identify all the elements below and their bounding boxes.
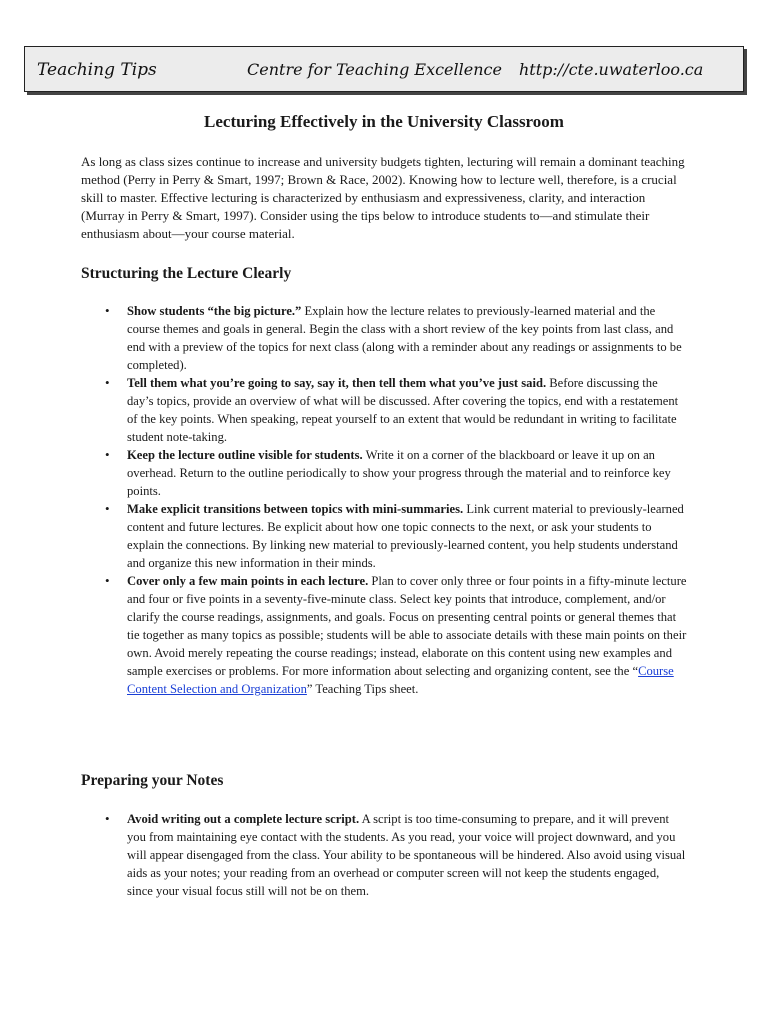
item-bold-lead: Avoid writing out a complete lecture script.	[127, 812, 360, 826]
structuring-bullet-list	[81, 302, 687, 698]
bullet-icon: •	[105, 573, 110, 588]
list-item	[81, 500, 687, 572]
item-bold-lead: Make explicit transitions between topics with mini-summaries.	[127, 502, 464, 516]
bullet-icon: •	[105, 501, 110, 516]
item-bold-lead: Tell them what you’re going to say, say it, then tell them what you’ve just said.	[127, 376, 547, 390]
header-centre-name: Centre for Teaching Excellence	[247, 60, 502, 79]
bullet-icon: •	[105, 447, 110, 462]
item-body: Write it on a corner of the blackboard or leave it up on an overhead. Return to the outline periodically to show your progress through the material and to reinforce key points.	[127, 448, 671, 498]
notes-bullet-list	[81, 810, 687, 900]
bullet-icon: •	[105, 303, 110, 318]
section-heading-notes: Preparing your Notes	[81, 772, 224, 789]
item-body: Before discussing the day’s topics, provide an overview of what will be discussed. After covering the topics, end with a restatement of the key points. When speaking, repeat yourself to an extent that would be redundant in writing to facilitate student note-taking.	[127, 376, 679, 444]
course-content-link[interactable]: Course Content Selection and Organization	[127, 664, 674, 696]
bullet-icon: •	[105, 375, 110, 390]
item-body: A script is too time-consuming to prepare, and it will prevent you from maintaining eye contact with the students. As you read, your voice will project downward, and you will appear disengaged from the class. Your ability to be spontaneous will be hindered. Also avoid using visual aids as your notes; your reading from an overhead or computer screen will not keep the students engaged, since your visual focus still will not be on them.	[127, 812, 686, 898]
list-item	[81, 446, 687, 500]
list-item	[81, 374, 687, 446]
header-url[interactable]: http://cte.uwaterloo.ca	[519, 60, 704, 79]
list-item	[81, 572, 687, 698]
item-body-end: ” Teaching Tips sheet.	[306, 682, 419, 696]
header-teaching-tips: Teaching Tips	[37, 60, 157, 80]
bullet-icon: •	[105, 811, 110, 826]
item-body: Plan to cover only three or four points in a fifty-minute lecture and four or five points in a seventy-five-minute class. Select key points that introduce, complement, and/or clarify the course readings, assignments, and goals. Focus on presenting central points or general themes that tie together as many topics as possible; students will be able to associate details with these main points on their own. Avoid merely repeating the course readings; instead, elaborate on this content using new examples and sample exercises or problems. For more information about selecting and organizing content, see the “	[127, 574, 687, 678]
header-banner	[24, 46, 744, 92]
intro-paragraph: As long as class sizes continue to increase and university budgets tighten, lecturing will remain a dominant teaching method (Perry in Perry & Smart, 1997; Brown & Race, 2002). Knowing how to lecture well, therefore, is a crucial skill to master. Effective lecturing is characterized by enthusiasm and expressiveness, clarity, and interaction (Murray in Perry & Smart, 1997). Consider using the tips below to introduce students to—and stimulate their enthusiasm about—your course material.	[81, 154, 685, 241]
item-bold-lead: Cover only a few main points in each lecture.	[127, 574, 369, 588]
list-item	[81, 302, 687, 374]
item-body: Link current material to previously-learned content and future lectures. Be explicit about how one topic connects to the next, or ask your students to explain the connections. By linking new material to previously-learned content, you help students understand and organize this new information in their minds.	[127, 502, 684, 570]
intro-block	[81, 153, 687, 243]
item-body: Explain how the lecture relates to previously-learned material and the course themes and goals in general. Begin the class with a short review of the key points from last class, and end with a preview of the topics for next class (along with a reminder about any readings or assignments to be completed).	[127, 304, 682, 372]
item-bold-lead: Show students “the big picture.”	[127, 304, 302, 318]
document-title: Lecturing Effectively in the University Classroom	[204, 112, 564, 131]
list-item	[81, 810, 687, 900]
section-heading-structuring: Structuring the Lecture Clearly	[81, 265, 292, 282]
item-bold-lead: Keep the lecture outline visible for students.	[127, 448, 363, 462]
